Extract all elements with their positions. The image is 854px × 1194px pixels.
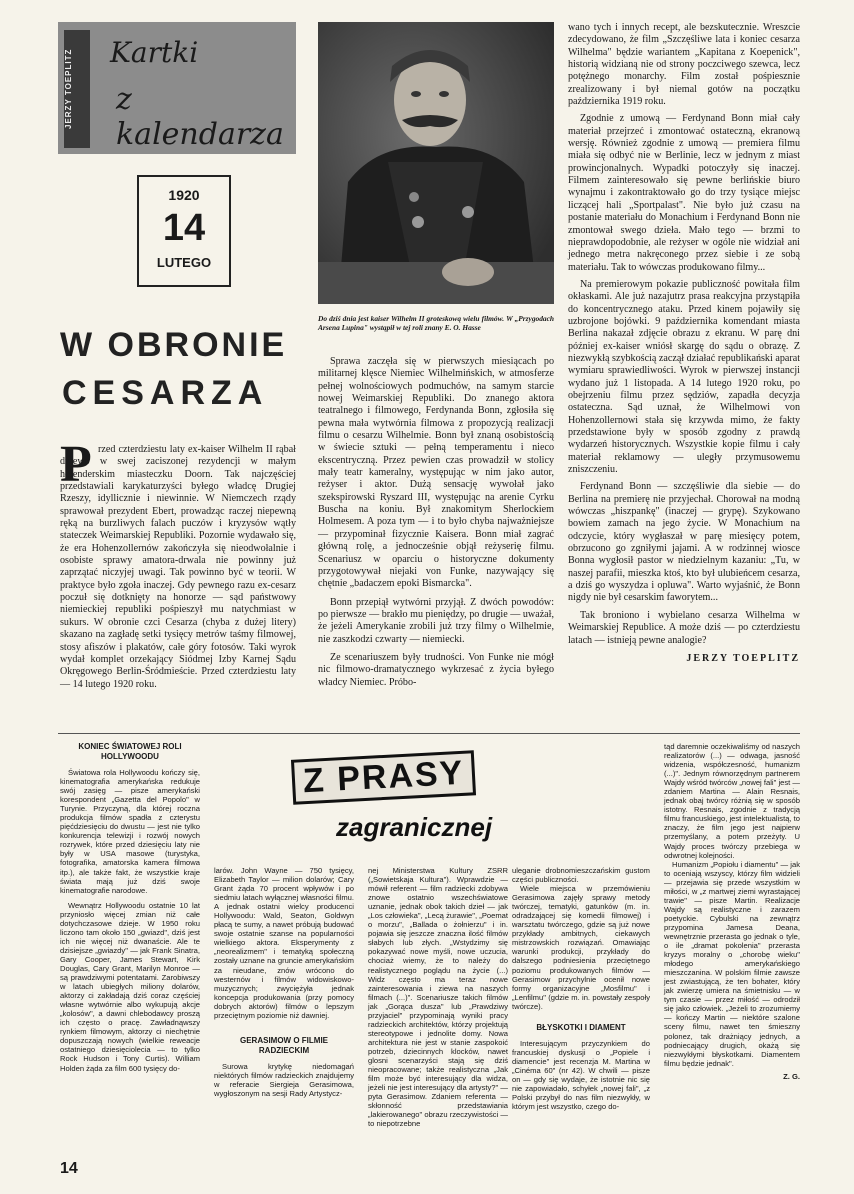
article-column-1 [60, 444, 296, 691]
page-number: 14 [60, 1160, 78, 1177]
author-vertical: JERZY TOEPLITZ [64, 30, 90, 148]
article-paragraph: Na premierowym pokazie publiczność powitała film okłaskami. Ale już nazajutrz prasa reakcyjna przystąpiła do koncentrycznego ataku. Przed kinem pojawiły się uzbrojone bojówki. 9 października komendant miasta Berlina nakazał zdjęcie obrazu z ekranu. W parę dni później ex-kaiser wniósł skargę do sądu o obrazę. Z niezwykłą szybkością zaczął działać republikański aparat wymiaru sprawiedliwości. Wyrok w pierwszej instancji wydano już 1 listopada. A 14 lutego 1920 roku, po obejrzeniu filmu przez sędziów, zapadła decyzja ostateczna. Sąd uznał, że Wilhelmowi von Hohenzollernowi stała się krzywda mimo, że fakty przedstawione były w sposób zgodny z prawdą wydarzeń historycznych. Wszystkie kopie filmu i cały materiał reklamowy — uległy przymusowemu zniszczeniu. [568, 278, 800, 476]
article-paragraph: Sprawa zaczęła się w pierwszych miesiącach po militarnej klęsce Niemiec Wilhelmińskich, w atmosferze pełnej wolnościowych podmuchów, na samym starcie nowej Weimarskiej Republiki. Do znanego aktora teatralnego i filmowego, Ferdynanda Bonn, zgłosiła się pewna mała wytwórnia filmowa z propozycją realizacji filmu o cesarzu Wilhelmie. Bonn był znaną osobistością w świecie sztuki — pełną temperamentu i nieco ekscentryczną. Przez pewien czas prowadził w stolicy mały teatr kameralny, występując w nim jako autor, reżyser i aktor. Dużą sensację wywołał jako szekspirowski Ryszard III, występując na arenie Cyrku Buscha na koniu. Był znakomitym Sherlockiem Holmesem. A poza tym — i to było chyba najważniejsze — przypominał fizycznie Kaisera. Bonn miał zagrać główną rolę, a jednocześnie objął reżyserię filmu. Scenariusz w oparciu o historyczne dokumenty przygotowywał niejaki von Funke, nazywający się chętnie „badaczem epoki Bismarcka". [318, 356, 554, 590]
article-column-2 [318, 356, 554, 689]
prasy-subheading: KONIEC ŚWIATOWEJ ROLI HOLLYWOODU [78, 742, 182, 761]
prasy-subheading: GERASIMOW O FILMIE RADZIECKIM [240, 1035, 328, 1055]
article-column-3 [568, 22, 800, 665]
kaiser-photo-image [318, 22, 554, 304]
date-day: 14 [162, 207, 206, 249]
prasy-paragraph: Wiele miejsca w przemówieniu Gerasimowa zajęły sprawy metody twórczej, tematyki, gatunków (m. in. odradzającej się komedii filmowej) i warsztatu twórczego, gdzie są już nowe przykłady ambitnych, ciekawych mistrzowskich rozwiązań. Omawiając warunki produkcji, przykłady do dalszego podniesienia przeciętnego poziomu produkowanych filmów — Gerasimow przychylnie ocenił nowe formy organizacyjne „Mosfilmu" i „Lenfilmu" (gdzie m. in. powstały zespoły twórcze). [512, 884, 650, 1011]
article-paragraph: Ze scenariuszem były trudności. Von Funke nie mógł nic filmowo-dramatycznego wykrzesać z życia byłego władcy Niemiec. Próbo- [318, 651, 554, 688]
prasy-paragraph: Wewnątrz Hollywoodu ostatnie 10 lat przyniosło więcej zmian niż całe dotychczasowe dzieje. W 1950 roku liczono tam około 150 „gwiazd", dziś jest ich nie więcej niż dwanaście. Ale te dzisiejsze „gwiazdy" — jak Frank Sinatra, Gary Cooper, James Stewart, Kirk Douglas, Cary Grant, Marilyn Monroe — są prawdziwymi potentatami. Zarobiwszy w latach ubiegłych miliony dolarów, aktorzy ci zakładają dziś coraz częściej własne wytwórnie albo wykupują akcje „kolosów", a dawni chlebodawcy proszą ich często o pracę. Zawładnąwszy rynkiem filmowym, aktorzy ci niechętnie dopuszczają nowych (wielkie reweacje ostatniego dziesięciolecia — to tylko Rock Hudson i Tony Curtis). William Holden żąda za film 600 tysięcy do- [60, 900, 200, 1073]
article-paragraph: rzed czterdziestu laty ex-kaiser Wilhelm II rąbał drzewo w swej zaciszonej rezydencji w małym holenderskim miasteczku Doorn. Tak najczęściej przedstawiali karykaturzyści byłego władcę Drugiej Rzeszy, idyllicznie i niewinnie. W Niemczech rządy sprawował prezydent Ebert, prowadząc raczej niepewną ręką na burzliwych falach puczów i kryzysów wątły stateczek Weimarskiej Republiki. Pozornie wydawało się, że era Hohenzollernów zakończyła się nieodwołalnie i osobiste sprawy amatora-drwala nie powinny już zaprzątać niczyjej uwagi. Tak powinno być w teorii. W praktyce było zgoła inaczej. Gdy pewnego razu ex-cesarz poczuł się dotknięty na honorze — sąd państwowy niemieckiej republiki pośpieszył mu natychmiast w sukurs. W obronie czci Cesarza (chyba z dużej litery) skazano na zagładę setki tysięcy metrów taśmy filmowej, stosy afiszów i plakatów, całe góry fotosów. Taki wyrok wydał komplet orzekający Siódmej Izby Karnej Sądu Okręgowego Berlin-Śródmieście. Przed czterdziestu laty — 14 lutego 1920 roku. [60, 444, 296, 690]
date-year: 1920 [168, 187, 200, 203]
article-title-line1: W OBRONIE [60, 326, 288, 364]
article-paragraph: Bonn przepiął wytwórni przyjął. Z dwóch powodów: po pierwsze — brakło mu pieniędzy, po drugie — uważał, że jeżeli Amerykanie zrobili już trzy filmy o Wilhelmie, nie zaszkodzi czwarty — niemiecki. [318, 596, 554, 645]
prasy-paragraph: larów. John Wayne — 750 tysięcy, Elizabeth Taylor — milion dolarów; Cary Grant żąda 70 procent wpływów i po siedmiu latach wyłącznej własności filmu. A jednak ostatni wielcy producenci Hollywoodu: Wald, Seaton, Goldwyn płacą te sumy, a nawet próbują budować swoje ostatnie szanse na popularności wielkiego aktora. Eksperymenty z „neorealizmem" i tematyką społeczną zostały uznane na gruncie amerykańskim za nieudane, znów wrócono do westernów i filmów widowiskowo-muzycznych; zwyciężyła jednak koncepcja produkowania (przy pomocy dobrych aktorów) filmów o lepszym przeciętnym poziomie niż dawniej. [214, 866, 354, 1020]
prasy-paragraph: uleganie drobnomieszczańskim gustom części publiczności. [512, 866, 650, 885]
article-signature: JERZY TOEPLITZ [686, 652, 800, 664]
article-paragraph: wano tych i innych recept, ale bezskutecznie. Wreszcie zdecydowano, że film „Szczęśliwe lata i koniec cesarza Wilhelma" będzie wariantem „Kapitana z Koepenick", historią widzianą nie od strony poczciwego szewca, lecz potężnego monarchy. Film został pośpiesznie zrealizowany i był niemal gotów na początku października 1919 roku. [568, 22, 800, 108]
prasy-column-3 [368, 866, 508, 1128]
prasy-column-5 [664, 742, 800, 1081]
prasy-subheading: BŁYSKOTKI I DIAMENT [536, 1022, 626, 1032]
article-paragraph: Tak broniono i wybielano cesarza Wilhelma w Weimarskiej Republice. A może dziś — po czterdziestu latach — istnieją pewne analogie? [568, 609, 800, 646]
prasy-paragraph: nej Ministerstwa Kultury ZSRR („Sowietskaja Kultura"). Wprawdzie — mówił referent — film radziecki zdobywa znowe ostatnio wszechświatowe uznanie, jednak obok takich dzieł — jak „Los człowieka", „Lecą żurawie", „Poemat o morzu", „Ballada o żołnierzu" i in. pojawia się jeszcze znaczna ilość filmów słabych lub złych. „Wstydzimy się pokazywać nowe myśli, nowe uczucia, chociaż wiemy, że to należy do realistycznego poglądu na życie (...) Widz często ma teraz nowe zainteresowania i ziewa na naszych filmach (...)". Scenariusze takich filmów jak „Gorąca dusza" lub „Prawdziwy przyjaciel" przypominają wyniki pracy radzieckich architektów, którzy projektują stereotypowe i jednolite domy. Nowa architektura nie jest w stanie zaspokoić potrzeb, dziecinnych klocków, nawet glosni scenarzyści stają się dziś nieopracowane; także realistyczna „Jak film może być interesujący dla widza, jeżeli nie jest interesujący dla artysty?" — pyta Gerasimow. Zdaniem referenta — skłonność przedstawiania „lakierowanego" obrazu rzeczywistości — to niepotrzebne [368, 866, 508, 1129]
date-month: LUTEGO [156, 255, 212, 270]
series-header [58, 22, 296, 154]
series-title-line2: z kalendarza [116, 82, 284, 152]
prasy-headline-1: Z PRASY [291, 750, 476, 805]
prasy-column-1 [60, 742, 200, 1073]
series-title-line1: Kartki [110, 36, 199, 69]
kaiser-photo [318, 22, 554, 304]
dropcap: P [60, 436, 92, 493]
prasy-column-2 [214, 866, 354, 1098]
prasy-paragraph: Humanizm „Popiołu i diamentu" — jak to oceniają wszyscy, którzy film widzieli — przejawia się przede wszystkim w miłości, w „z martwej ziemi wyrastającej trawie" — pisze Martin. Realizacje Wajdy są realistyczne i zarazem poetyckie. Cybulski na zewnątrz przypomina Jamesa Deana, wewnętrznie przerasta go jednak o tyle, o ile „dramat pokolenia" przerasta kryzys moralny o „chorobę wieku" młodego amerykańskiego mieszczanina. W polskim filmie zawsze jest zwiastującą, że ten bohater, który jak zwierzę umiera na śmietnisku — w tym czasie — przez miłość — odrodził się jako człowiek. „Jeżeli to zrozumiemy — kończy Martin — niektóre szalone sceny filmu, nawet ten śmieszny polonez, tak drażniący jednych, a podniecający drugich, okażą się niezwykłymi błyskotkami. Diamentem filmu będzie jednak". [664, 859, 800, 1068]
date-box [137, 175, 231, 287]
prasy-paragraph: tąd daremnie oczekiwaliśmy od naszych realizatorów (...) — odwaga, jasność widzenia, współczesność, humanizm (...)". Jednym równorzędnym partnerem Wajdy wśród twórców „nowej fali" jest — zdaniem Martina — Alain Resnais, jednak obaj twórcy różnią się w sposób istotny. Resnais, zgodnie z tradycją filmu francuskiego, jest intelektualistą, to znaczy, że film jego jest najpierw przemyślany, a potem przeżyty. U Wajdy proces twórczy przebiega w odwrotnej kolejności. [664, 742, 800, 860]
section-divider [58, 733, 800, 734]
prasy-signature: Z. G. [783, 1071, 800, 1081]
article-paragraph: Zgodnie z umową — Ferdynand Bonn miał cały materiał przejrzeć i zmontować ostateczną, ekranową wersję. Również zgodnie z umową — premiera filmu miała się odbyć nie w Berlinie, lecz w jednym z miast prowincjonalnych. Wypadki potoczyły się inaczej. Filmem zainteresowało się pewne berlińskie biuro wynajmu i zakontraktowało go do trzy tysiące miejsc liczącej hali „Sportpalast". Nie było już czasu na postanie materiału do Monachium i Ferdynand Bonn nie zmontował swego dzieła. Mało tego — brzmi to nieprawdopodobnie, ale reżyser w ogóle nie widział ani jednego metra nakręconego przez siebie i ze sobą materiału. Tak to wówczas produkowano filmy... [568, 113, 800, 273]
prasy-paragraph: Interesującym przyczynkiem do francuskiej dyskusji o „Popiele i diamencie" jest recenzja M. Martina w „Cinéma 60" (nr 42). W chwili — pisze on — gdy się wydaje, że istotnie nic się nie zapowiadało, schyłek „nowej fali", „z Polski przybył do nas film niezwykły, w którym jest wszystko, czego do- [512, 1038, 650, 1112]
prasy-column-4 [512, 866, 650, 1111]
article-title-line2: CESARZA [62, 374, 269, 412]
article-paragraph: Ferdynand Bonn — szczęśliwie dla siebie — do Berlina na premierę nie przyjechał. Chorował na modną wówczas „hiszpankę" (inaczej — grypę). Szykowano bowiem zamach na jego życie. W Monachium na odczycie, który wygłaszał w parę miesięcy potem, obrzucono go zgniłymi jajami. A w rodzinnej wiosce Bonna wygłosił pastor w niedzielnym kazaniu: „Tu, w naszej parafii, mieszka ktoś, kto był ulubieńcem cesarza, a dziś go wyszydza i opluwa". Warto wyjaśnić, że Bonn nigdy nie był cesarskim faworytem... [568, 481, 800, 604]
prasy-paragraph: Światowa rola Hollywoodu kończy się, kinematografia amerykańska redukuje swój zasięg — pisze amerykański korespondent „Gazetta del Popolo" w Turynie. Przyczyną, dla której roczna produkcja filmów spadła z czterystu pięćdziesięciu do dwustu — jest nie tylko konkurencja telewizji i rozwój nowych rozrywek, które przed dziesięciu laty nie były w USA masowe (turystyka, fotografika, amatorska kamera filmowa itp.), ale także fakt, że wszystkie kraje świata mają już dziś swoje kinematografie narodowe. [60, 768, 200, 895]
prasy-headline-2: zagranicznej [336, 812, 493, 842]
photo-caption: Do dziś dnia jest kaiser Wilhelm II groteskową wielu filmów. W „Przygodach Arsena Lupina" wystąpił w tej roli znany E. O. Hasse [318, 314, 554, 332]
prasy-paragraph: Surowa krytykę niedomagań niektórych filmów radzieckich znajdujemy w referacie Siergieja Gerasimowa, wygłoszonym na sesji Rady Artystycz- [214, 1061, 354, 1098]
